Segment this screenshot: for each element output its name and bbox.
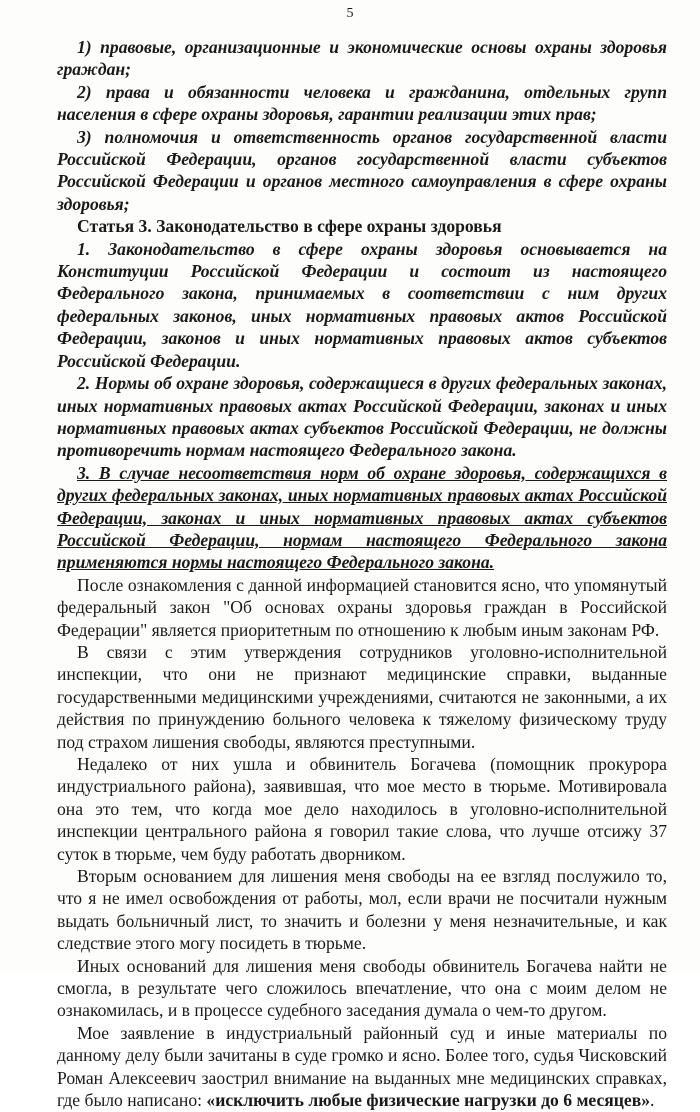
page-number: 5 <box>346 6 354 21</box>
paragraph-6 <box>57 1022 667 1112</box>
article-point-3-underlined: 3. В случае несоответствия норм об охране здоровья, содержащихся в других федеральных законах, иных нормативных правовых актах Российской Федерации, законах и иных нормативных правовых актах субъектов Российской Федерации, нормам настоящего Федерального закона применяются нормы настоящего Федерального закона. <box>57 462 667 573</box>
paragraph-6-text: Мое заявление в индустриальный районный суд и иные материалы по данному делу были зачитаны в суде громко и ясно. Более того, судья Чисковский Роман Алексеевич заострил внимание на выданных мне медицинских справках, где было написано: <box>57 1022 667 1111</box>
law-item-3: 3) полномочия и ответственность органов государственной власти Российской Федерации, органов государственной власти субъектов Российской Федерации и органов местного самоуправления в сфере охраны здоровья; <box>57 126 667 214</box>
paragraph-4: Вторым основанием для лишения меня свободы на ее взгляд послужило то, что я не имел освобождения от работы, мол, если врачи не посчитали нужным выдать больничный лист, то значить и болезни у меня незначительные, и как следствие этого могу посидеть в тюрьме. <box>57 866 667 954</box>
paragraph-1: После ознакомления с данной информацией становится ясно, что упомянутый федеральный закон "Об основах охраны здоровья граждан в Российской Федерации" является приоритетным по отношению к любым иным законам РФ. <box>57 574 667 640</box>
law-item-2: 2) права и обязанности человека и гражданина, отдельных групп населения в сфере охраны здоровья, гарантии реализации этих прав; <box>57 81 667 125</box>
article-heading: Статья 3. Законодательство в сфере охраны здоровья <box>77 216 502 237</box>
article-point-1: 1. Законодательство в сфере охраны здоровья основывается на Конституции Российской Федерации и состоит из настоящего Федерального закона, принимаемых в соответствии с ним других федеральных законов, иных нормативных правовых актов Российской Федерации, законов и иных нормативных правовых актов субъектов Российской Федерации. <box>57 238 667 371</box>
document-body <box>57 36 667 1112</box>
paragraph-6-tail: . <box>650 1090 655 1111</box>
medical-quote: «исключить любые физические нагрузки до 6 месяцев» <box>206 1090 651 1111</box>
paragraph-3: Недалеко от них ушла и обвинитель Богачева (помощник прокурора индустриального района), заявившая, что мое место в тюрьме. Мотивировала она это тем, что когда мое дело находилось в уголовно-исполнительной инспекции центрального района я говорил такие слова, что лучше отсижу 37 суток в тюрьме, чем буду работать дворником. <box>57 754 667 864</box>
paragraph-5: Иных оснований для лишения меня свободы обвинитель Богачева найти не смогла, в результате чего сложилось впечатление, что она с моим делом не ознакомилась, и в процессе судебного заседания думала о чем-то другом. <box>57 955 667 1021</box>
law-item-1: 1) правовые, организационные и экономические основы охраны здоровья граждан; <box>57 37 667 80</box>
article-point-2: 2. Нормы об охране здоровья, содержащиеся в других федеральных законах, иных нормативных правовых актах Российской Федерации, законах и иных нормативных правовых актах субъектов Российской Федерации, не должны противоречить нормам настоящего Федерального закона. <box>57 373 667 461</box>
paragraph-2: В связи с этим утверждения сотрудников уголовно-исполнительной инспекции, что они не признают медицинские справки, выданные государственными медицинскими учреждениями, считаются не законными, а их действия по принуждению больного человека к тяжелому физическому труду под страхом лишения свободы, являются преступными. <box>57 641 667 752</box>
